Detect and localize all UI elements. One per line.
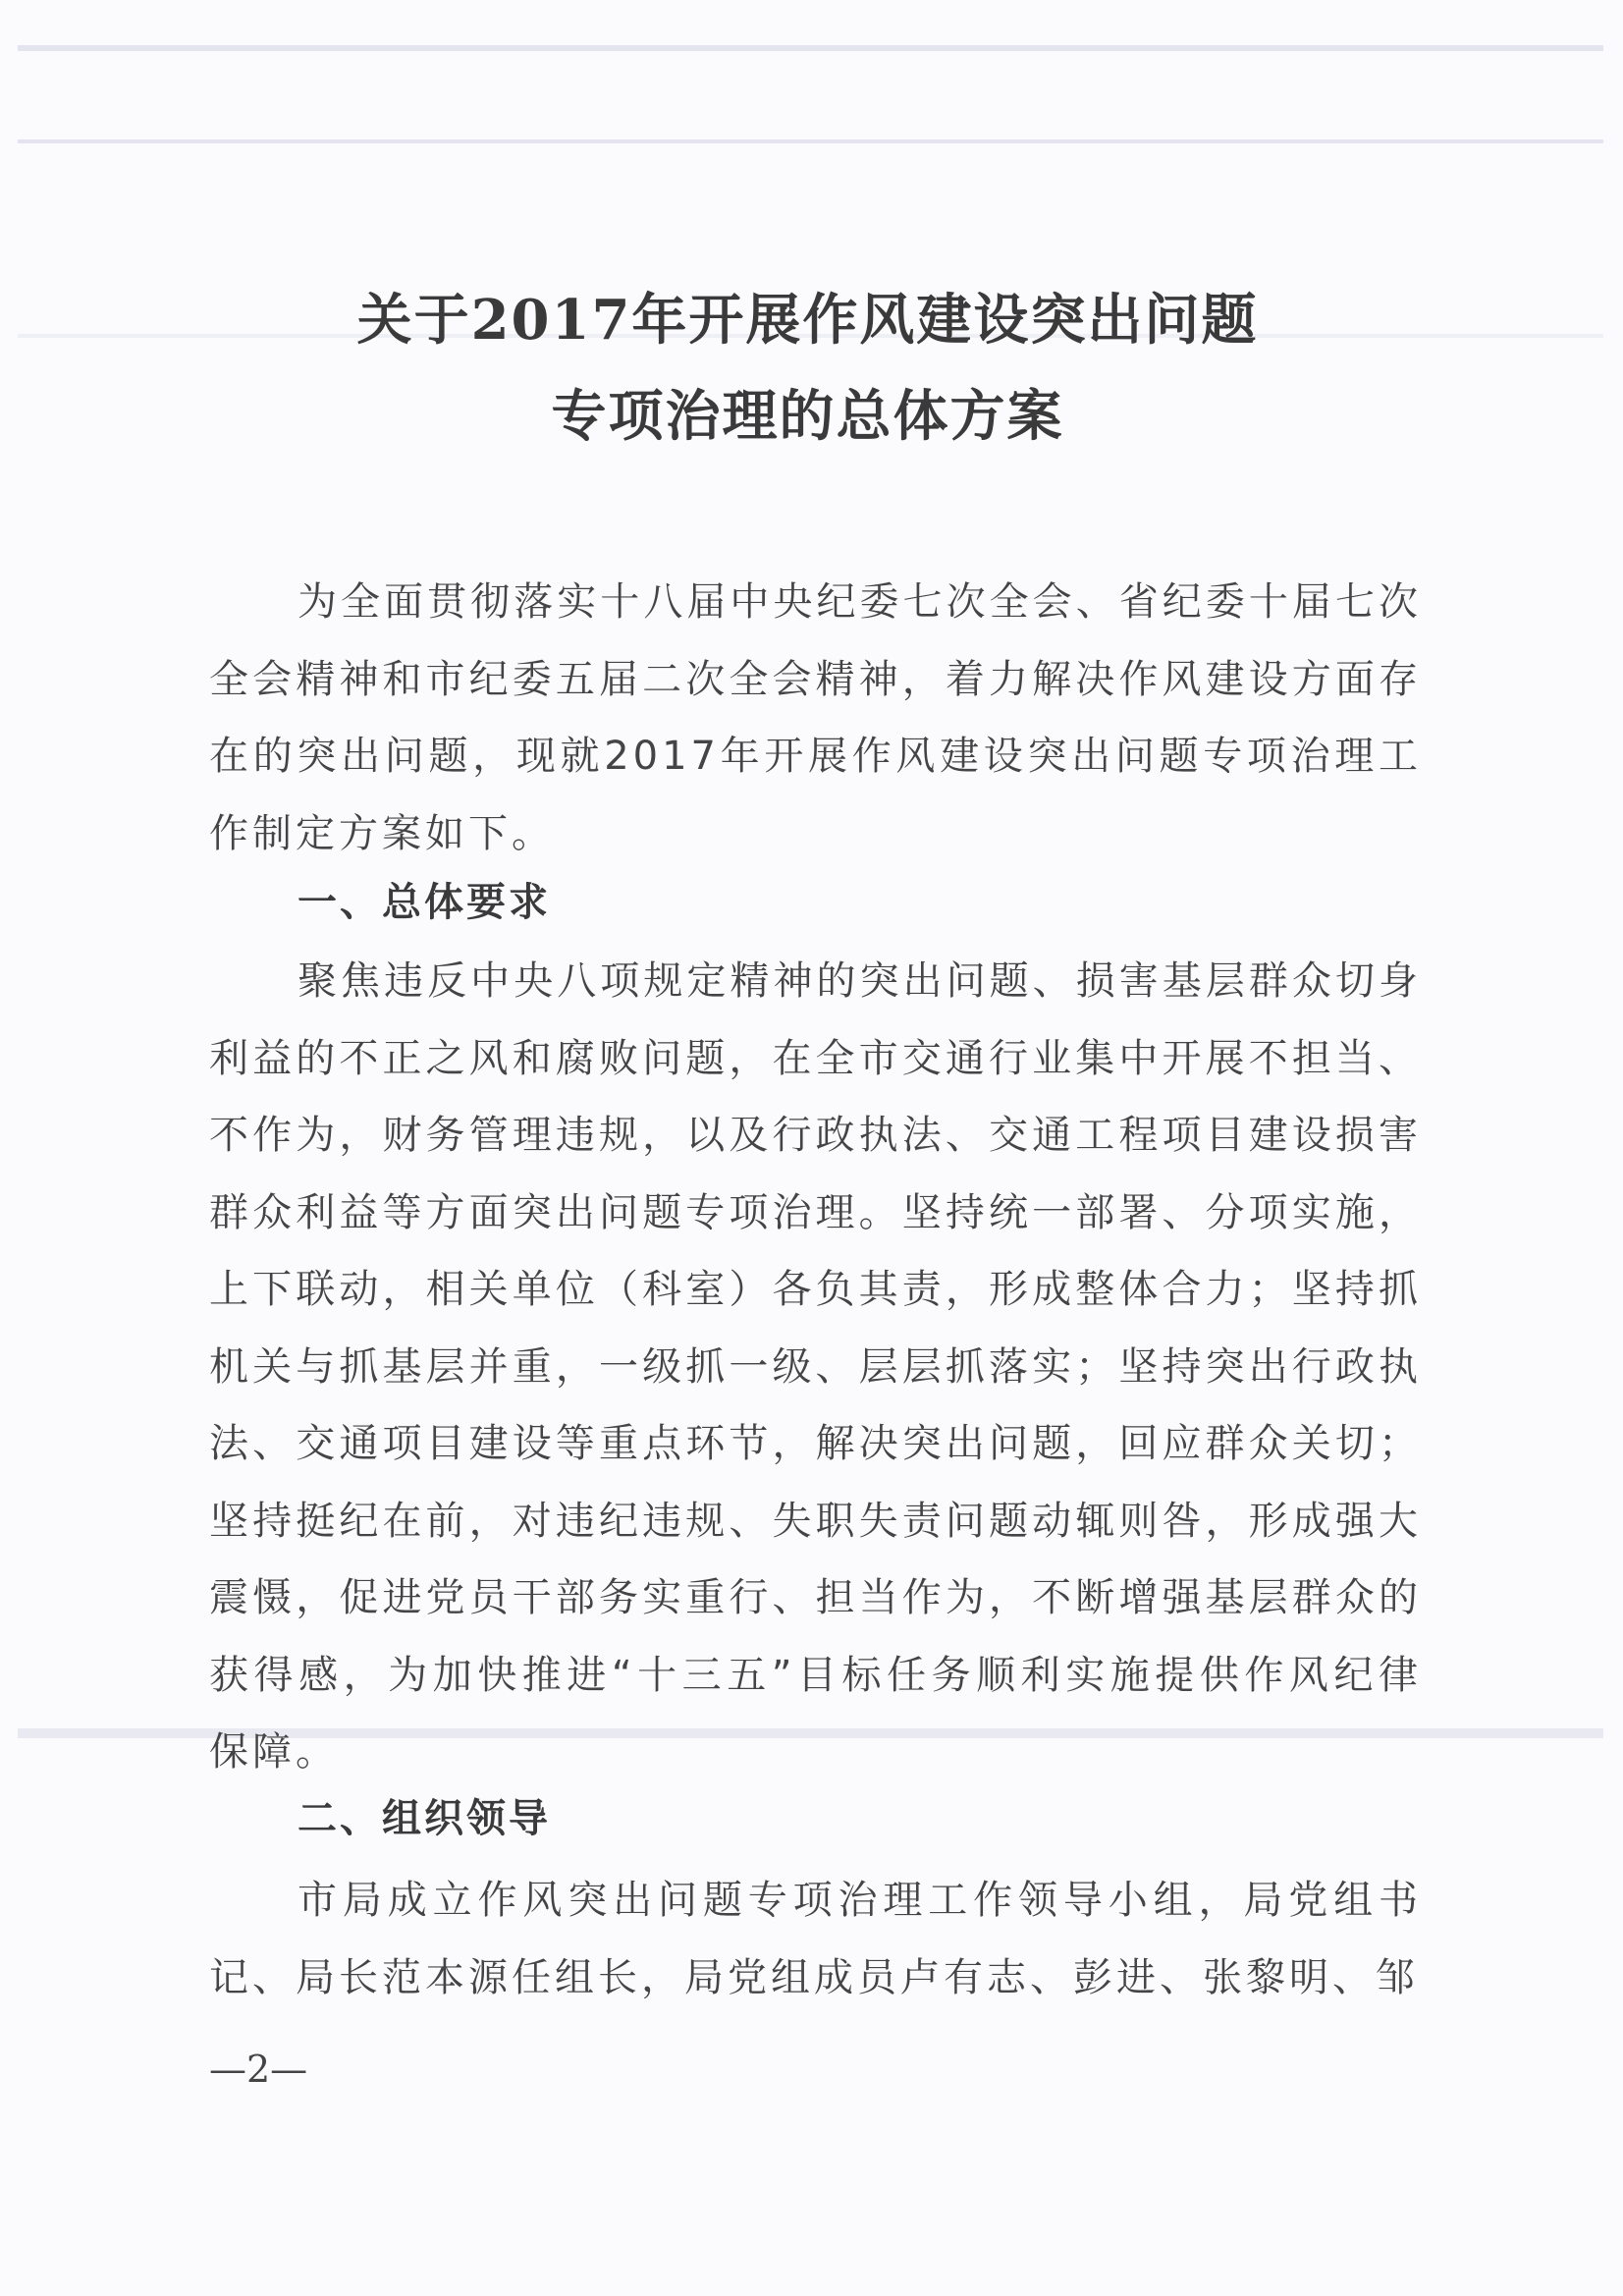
section-2-paragraph: 市局成立作风突出问题专项治理工作领导小组，局党组书记、局长范本源任组长，局党组成员卢有志、彭进、张黎明、邹	[209, 1878, 1422, 2000]
scan-artifact	[18, 139, 1603, 143]
section-heading-organization: 二、组织领导	[298, 1796, 551, 1841]
scan-artifact	[18, 45, 1603, 51]
document-title-line-2: 专项治理的总体方案	[551, 384, 1064, 449]
section-heading-general-requirements: 一、总体要求	[298, 880, 551, 925]
intro-paragraph: 为全面贯彻落实十八届中央纪委七次全会、省纪委十届七次全会精神和市纪委五届二次全会精神，着力解决作风建设方面存在的突出问题，现就2017年开展作风建设突出问题专项治理工作制定方案如下。	[209, 579, 1422, 856]
page-number: —2—	[209, 2048, 308, 2091]
section-1-paragraph: 聚焦违反中央八项规定精神的突出问题、损害基层群众切身利益的不正之风和腐败问题，在全市交通行业集中开展不担当、不作为，财务管理违规，以及行政执法、交通工程项目建设损害群众利益等方面突出问题专项治理。坚持统一部署、分项实施，上下联动，相关单位（科室）各负其责，形成整体合力；坚持抓机关与抓基层并重，一级抓一级、层层抓落实；坚持突出行政执法、交通项目建设等重点环节，解决突出问题，回应群众关切；坚持挺纪在前，对违纪违规、失职失责问题动辄则咎，形成强大震慑，促进党员干部务实重行、担当作为，不断增强基层群众的获得感，为加快推进“十三五”目标任务顺利实施提供作风纪律保障。	[209, 958, 1422, 1775]
document-title-line-1: 关于2017年开展作风建设突出问题	[356, 288, 1259, 353]
